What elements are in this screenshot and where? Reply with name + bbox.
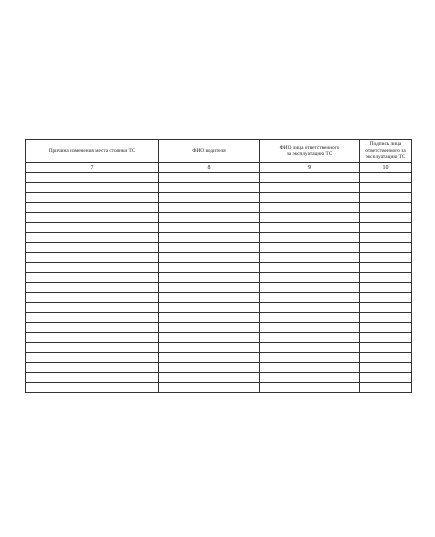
table-cell [159,193,260,203]
column-number-8: 8 [159,163,260,173]
table-row [26,373,412,383]
table-cell [26,383,159,393]
table-row [26,263,412,273]
table-row [26,223,412,233]
table-cell [26,283,159,293]
table-row [26,273,412,283]
table-cell [159,363,260,373]
table-cell [360,313,412,323]
table-cell [360,203,412,213]
table-cell [260,343,360,353]
table-cell [360,173,412,183]
table-cell [26,363,159,373]
table-cell [360,383,412,393]
table-row [26,213,412,223]
table-cell [360,273,412,283]
table-cell [159,223,260,233]
table-cell [360,373,412,383]
table-cell [360,303,412,313]
table-cell [260,223,360,233]
column-number-10: 10 [360,163,412,173]
table-cell [260,183,360,193]
table-cell [260,333,360,343]
table-cell [260,273,360,283]
table-cell [260,173,360,183]
table-cell [260,313,360,323]
column-number-9: 9 [260,163,360,173]
table-cell [360,323,412,333]
table-cell [26,233,159,243]
table-cell [260,373,360,383]
table-cell [260,353,360,363]
table-cell [159,343,260,353]
table-row [26,353,412,363]
table-cell [26,243,159,253]
table-cell [26,213,159,223]
table-cell [26,333,159,343]
table-cell [159,293,260,303]
table-cell [260,203,360,213]
table-cell [26,183,159,193]
table-cell [26,313,159,323]
table-cell [26,173,159,183]
table-cell [26,373,159,383]
table-row [26,313,412,323]
table-cell [260,233,360,243]
table-row [26,333,412,343]
table-cell [159,203,260,213]
table-cell [159,213,260,223]
table-row [26,283,412,293]
table-cell [260,383,360,393]
table-cell [360,343,412,353]
table-cell [159,243,260,253]
table-cell [26,263,159,273]
table-cell [260,243,360,253]
table-cell [159,313,260,323]
table-cell [360,263,412,273]
table-cell [360,253,412,263]
header-responsible-person-name: ФИО лица ответственного за эксплуатацию ТС [260,140,360,163]
table-row [26,173,412,183]
table-cell [159,353,260,363]
table-row [26,233,412,243]
table-cell [159,323,260,333]
table-cell [159,233,260,243]
table-cell [360,183,412,193]
table-cell [360,243,412,253]
table-cell [26,223,159,233]
table-row [26,183,412,193]
table-row [26,343,412,353]
column-number-7: 7 [26,163,159,173]
header-row [26,140,412,163]
table-cell [159,333,260,343]
table-cell [360,363,412,373]
table-row [26,193,412,203]
table-cell [260,253,360,263]
table-cell [260,303,360,313]
header-driver-name: ФИО водителя [159,140,260,163]
table-cell [360,353,412,363]
table-cell [260,193,360,203]
table-cell [260,263,360,273]
table-row [26,303,412,313]
table-row [26,243,412,253]
table-cell [159,283,260,293]
table-cell [26,343,159,353]
table-cell [159,263,260,273]
table-row [26,383,412,393]
table-cell [360,293,412,303]
table-cell [26,303,159,313]
table-row [26,293,412,303]
table-cell [26,193,159,203]
table-cell [26,273,159,283]
column-number-row [26,163,412,173]
table-cell [159,373,260,383]
table-cell [26,203,159,213]
table-cell [360,223,412,233]
header-parking-change-reason: Причина изменения места стоянки ТС [26,140,159,163]
table-cell [159,183,260,193]
table-row [26,203,412,213]
table-cell [260,323,360,333]
table-cell [260,363,360,373]
table-cell [159,173,260,183]
table-cell [26,253,159,263]
parking-log-table [25,139,412,393]
table-row [26,363,412,373]
table-cell [360,233,412,243]
table-row [26,253,412,263]
table-cell [159,273,260,283]
table-cell [260,283,360,293]
table-cell [159,303,260,313]
table-cell [26,323,159,333]
table-cell [26,353,159,363]
table-cell [360,193,412,203]
table-cell [260,213,360,223]
table-cell [360,213,412,223]
table-row [26,323,412,333]
table-cell [260,293,360,303]
table-cell [159,383,260,393]
table-cell [360,333,412,343]
header-responsible-person-signature: Подпись лица ответственного за эксплуатацию ТС [360,140,412,163]
table-cell [159,253,260,263]
table-cell [360,283,412,293]
table-cell [26,293,159,303]
